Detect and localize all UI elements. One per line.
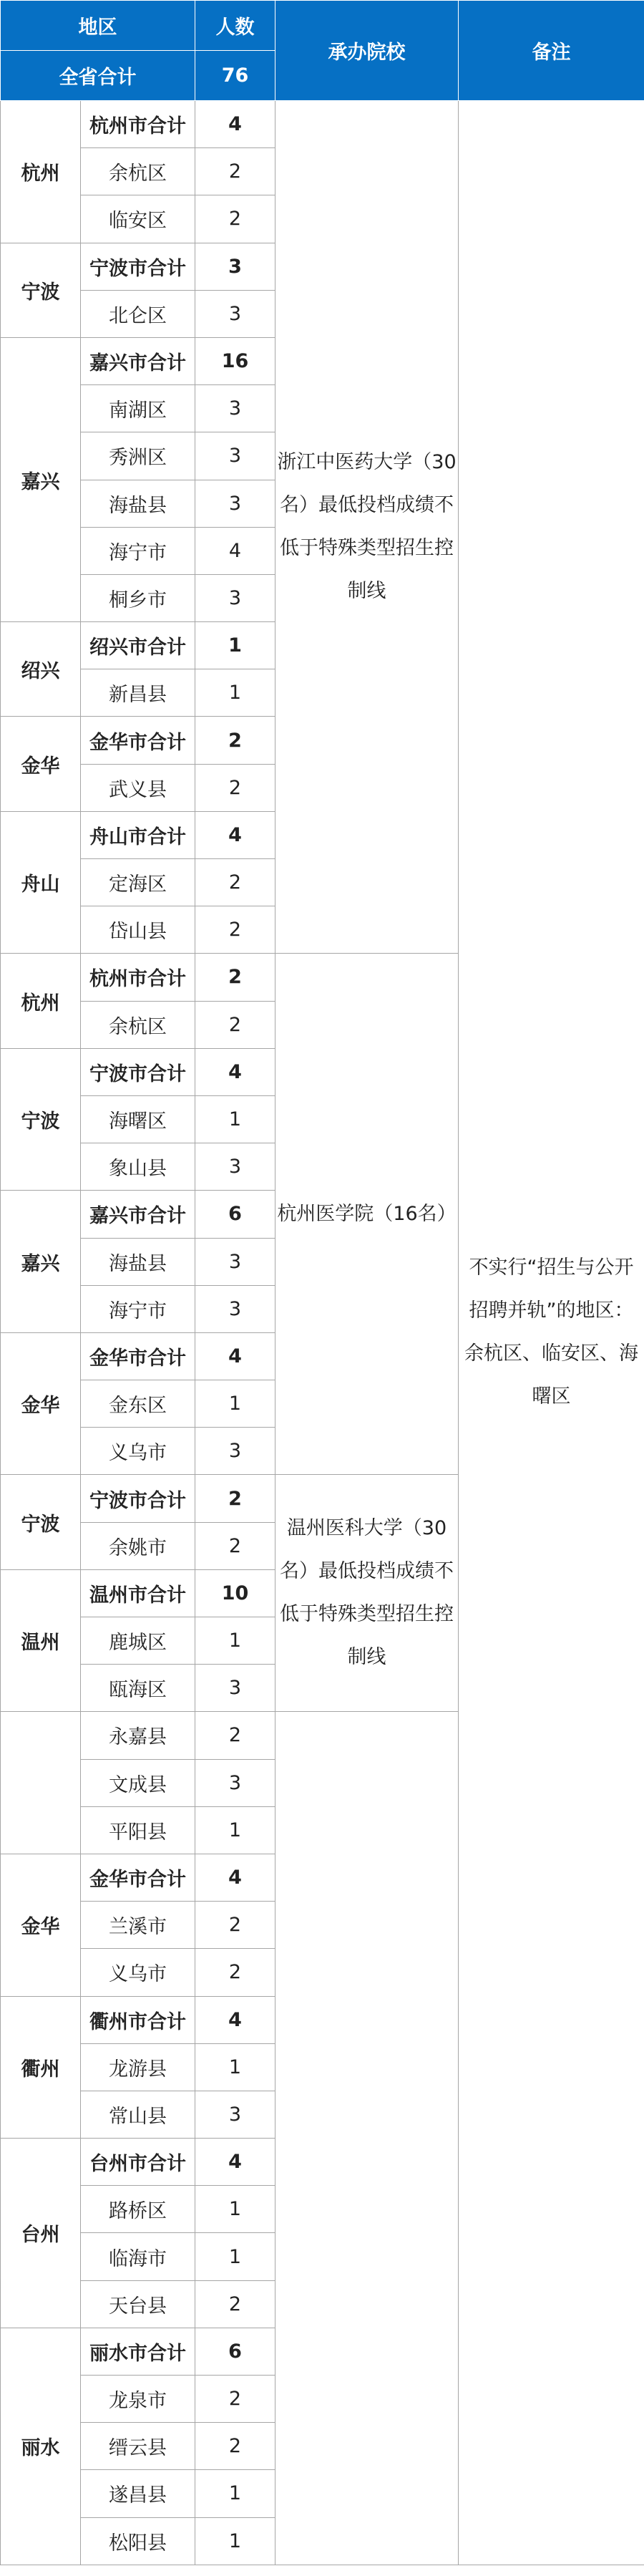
- school-text: 浙江中医药大学（30名）最低投档成绩不低于特殊类型招生控制线: [277, 451, 457, 603]
- count-cell: 6: [195, 2328, 275, 2375]
- count-cell: 4: [195, 1854, 275, 1901]
- region-cell: 杭州: [1, 954, 81, 1048]
- count-cell: 3: [195, 432, 275, 480]
- district-cell: 临海市: [81, 2233, 195, 2280]
- district-cell: 岱山县: [81, 906, 195, 954]
- region-cell: 衢州: [1, 1996, 81, 2139]
- school-cell: [275, 954, 459, 1475]
- count-cell: 1: [195, 2233, 275, 2280]
- count-cell: 3: [195, 1238, 275, 1285]
- district-cell: 宁波市合计: [81, 1475, 195, 1522]
- district-cell: 金华市合计: [81, 717, 195, 764]
- district-cell: 北仑区: [81, 290, 195, 337]
- count-cell: 2: [195, 906, 275, 954]
- district-cell: 象山县: [81, 1143, 195, 1191]
- count-cell: 2: [195, 1522, 275, 1569]
- count-cell: 2: [195, 1475, 275, 1522]
- school-text: 温州医科大学（30名）最低投档成绩不低于特殊类型招生控制线: [280, 1517, 454, 1669]
- district-cell: 路桥区: [81, 2186, 195, 2233]
- district-cell: 舟山市合计: [81, 811, 195, 858]
- district-cell: 平阳县: [81, 1806, 195, 1854]
- region-cell: 丽水: [1, 2328, 81, 2565]
- region-cell: 金华: [1, 1854, 81, 1996]
- count-cell: 3: [195, 385, 275, 432]
- note-cell: [459, 101, 644, 2565]
- district-cell: 海宁市: [81, 527, 195, 574]
- district-cell: 余姚市: [81, 1522, 195, 1569]
- count-cell: 4: [195, 1048, 275, 1095]
- count-cell: 3: [195, 1665, 275, 1712]
- district-cell: 义乌市: [81, 1428, 195, 1475]
- district-cell: 宁波市合计: [81, 243, 195, 290]
- district-cell: 海宁市: [81, 1285, 195, 1332]
- region-cell: 舟山: [1, 811, 81, 954]
- count-cell: 1: [195, 1095, 275, 1143]
- district-cell: 嘉兴市合计: [81, 337, 195, 384]
- district-cell: 宁波市合计: [81, 1048, 195, 1095]
- count-cell: 1: [195, 2470, 275, 2517]
- district-cell: 义乌市: [81, 1949, 195, 1996]
- district-cell: 鹿城区: [81, 1617, 195, 1665]
- region-cell: [1, 1712, 81, 1854]
- region-cell: 杭州: [1, 101, 81, 243]
- header-note: 备注: [459, 1, 644, 101]
- count-cell: 1: [195, 1617, 275, 1665]
- district-cell: 定海区: [81, 859, 195, 906]
- count-cell: 2: [195, 954, 275, 1001]
- header-total-value: 76: [195, 51, 275, 101]
- count-cell: 4: [195, 527, 275, 574]
- region-cell: 宁波: [1, 1475, 81, 1569]
- count-cell: 3: [195, 1143, 275, 1191]
- count-cell: 3: [195, 243, 275, 290]
- district-cell: 杭州市合计: [81, 954, 195, 1001]
- count-cell: 4: [195, 1332, 275, 1380]
- district-cell: 文成县: [81, 1759, 195, 1806]
- count-cell: 1: [195, 2186, 275, 2233]
- district-cell: 金华市合计: [81, 1854, 195, 1901]
- header-region: 地区: [1, 1, 195, 51]
- district-cell: 松阳县: [81, 2517, 195, 2565]
- region-cell: 金华: [1, 717, 81, 811]
- count-cell: 3: [195, 1759, 275, 1806]
- district-cell: 金华市合计: [81, 1332, 195, 1380]
- count-cell: 1: [195, 622, 275, 669]
- count-cell: 3: [195, 1285, 275, 1332]
- count-cell: 1: [195, 2043, 275, 2091]
- district-cell: 台州市合计: [81, 2139, 195, 2186]
- header-school: 承办院校: [275, 1, 459, 101]
- count-cell: 2: [195, 1949, 275, 1996]
- count-cell: 1: [195, 2517, 275, 2565]
- district-cell: 温州市合计: [81, 1569, 195, 1617]
- region-cell: 温州: [1, 1569, 81, 1712]
- district-cell: 南湖区: [81, 385, 195, 432]
- count-cell: 4: [195, 2139, 275, 2186]
- count-cell: 2: [195, 764, 275, 811]
- district-cell: 海曙区: [81, 1095, 195, 1143]
- district-cell: 新昌县: [81, 669, 195, 717]
- count-cell: 2: [195, 859, 275, 906]
- district-cell: 缙云县: [81, 2423, 195, 2470]
- count-cell: 3: [195, 574, 275, 621]
- district-cell: 龙游县: [81, 2043, 195, 2091]
- district-cell: 衢州市合计: [81, 1996, 195, 2043]
- district-cell: 瓯海区: [81, 1665, 195, 1712]
- region-cell: 嘉兴: [1, 1191, 81, 1333]
- count-cell: 2: [195, 1712, 275, 1759]
- school-cell: [275, 1475, 459, 1712]
- school-text: 杭州医学院（16名）: [277, 1202, 457, 1225]
- header-total-label: 全省合计: [1, 51, 195, 101]
- count-cell: 4: [195, 811, 275, 858]
- count-cell: 1: [195, 1380, 275, 1428]
- header-count: 人数: [195, 1, 275, 51]
- district-cell: 杭州市合计: [81, 101, 195, 148]
- district-cell: 常山县: [81, 2091, 195, 2138]
- count-cell: 3: [195, 480, 275, 527]
- count-cell: 3: [195, 290, 275, 337]
- region-cell: 宁波: [1, 243, 81, 337]
- count-cell: 2: [195, 195, 275, 243]
- region-cell: 嘉兴: [1, 337, 81, 621]
- region-cell: 金华: [1, 1332, 81, 1475]
- district-cell: 天台县: [81, 2280, 195, 2328]
- count-cell: 3: [195, 2091, 275, 2138]
- district-cell: 遂昌县: [81, 2470, 195, 2517]
- table-row: [1, 101, 644, 148]
- count-cell: 2: [195, 148, 275, 195]
- district-cell: 兰溪市: [81, 1902, 195, 1949]
- district-cell: 临安区: [81, 195, 195, 243]
- region-cell: 绍兴: [1, 622, 81, 717]
- count-cell: 1: [195, 1806, 275, 1854]
- district-cell: 丽水市合计: [81, 2328, 195, 2375]
- district-cell: 海盐县: [81, 1238, 195, 1285]
- district-cell: 余杭区: [81, 148, 195, 195]
- district-cell: 秀洲区: [81, 432, 195, 480]
- count-cell: 6: [195, 1191, 275, 1238]
- region-cell: 台州: [1, 2139, 81, 2328]
- school-cell: [275, 101, 459, 954]
- count-cell: 16: [195, 337, 275, 384]
- district-cell: 永嘉县: [81, 1712, 195, 1759]
- count-cell: 2: [195, 717, 275, 764]
- count-cell: 10: [195, 1569, 275, 1617]
- note-text: 不实行“招生与公开招聘并轨”的地区：余杭区、临安区、海曙区: [464, 1256, 638, 1408]
- district-cell: 余杭区: [81, 1001, 195, 1048]
- count-cell: 2: [195, 2376, 275, 2423]
- count-cell: 2: [195, 1001, 275, 1048]
- school-cell-empty: [275, 1712, 459, 2565]
- count-cell: 4: [195, 101, 275, 148]
- district-cell: 嘉兴市合计: [81, 1191, 195, 1238]
- count-cell: 3: [195, 1428, 275, 1475]
- count-cell: 2: [195, 1902, 275, 1949]
- district-cell: 武义县: [81, 764, 195, 811]
- count-cell: 2: [195, 2423, 275, 2470]
- district-cell: 龙泉市: [81, 2376, 195, 2423]
- count-cell: 2: [195, 2280, 275, 2328]
- count-cell: 4: [195, 1996, 275, 2043]
- district-cell: 金东区: [81, 1380, 195, 1428]
- district-cell: 桐乡市: [81, 574, 195, 621]
- region-cell: 宁波: [1, 1048, 81, 1191]
- district-cell: 绍兴市合计: [81, 622, 195, 669]
- count-cell: 1: [195, 669, 275, 717]
- district-cell: 海盐县: [81, 480, 195, 527]
